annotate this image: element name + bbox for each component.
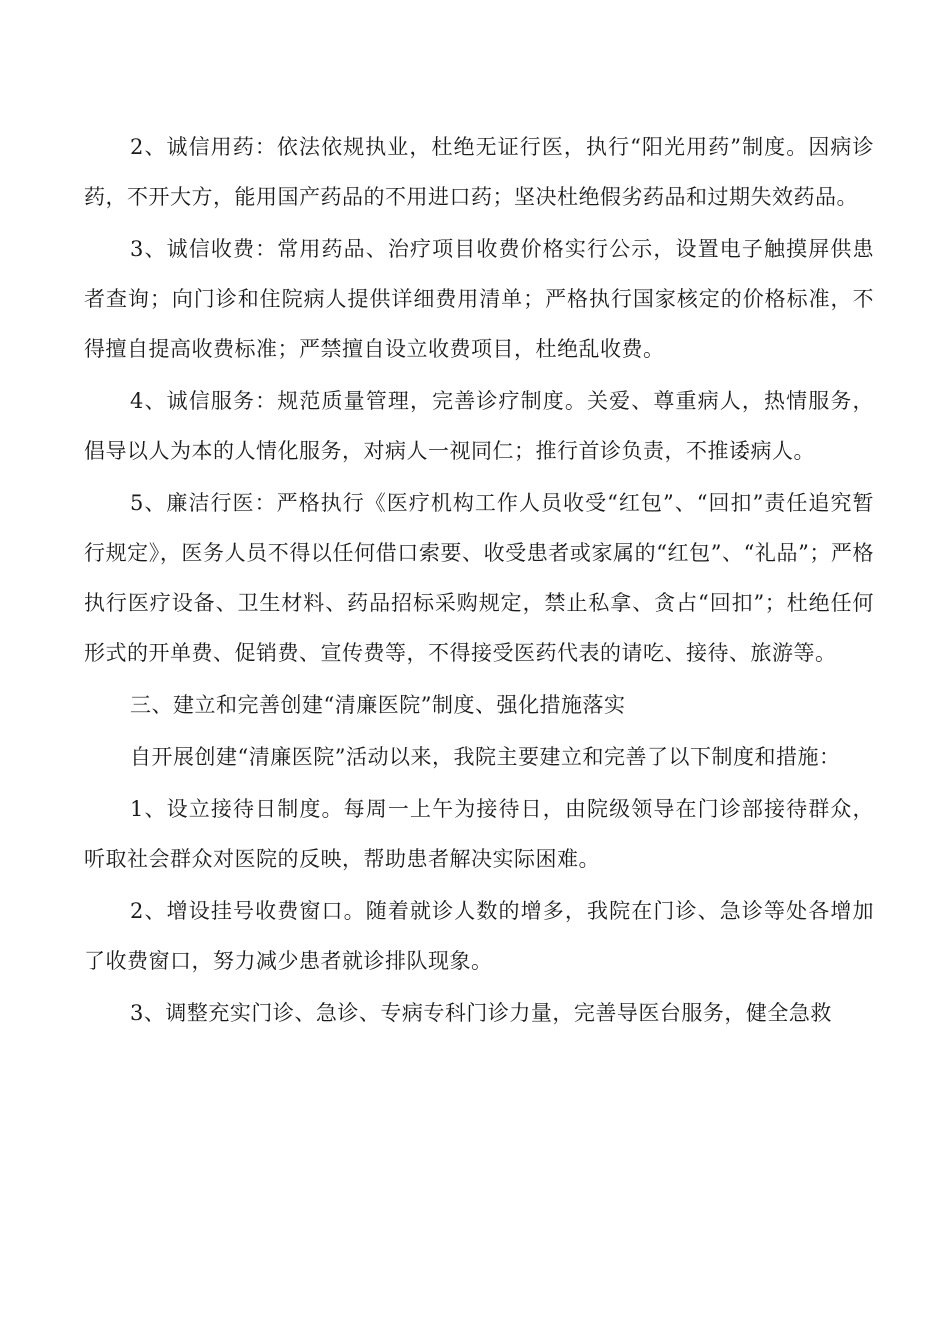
paragraph-honest-medication: 2、诚信用药：依法依规执业，杜绝无证行医，执行“阳光用药”制度。因病诊药，不开大方，能用国产药品的不用进口药；坚决杜绝假劣药品和过期失效药品。 [84,135,874,209]
section-heading-three: 三、建立和完善创建“清廉医院”制度、强化措施落实 [130,693,626,717]
paragraph-clean-practice: 5、廉洁行医：严格执行《医疗机构工作人员收受“红包”、“回扣”责任追究暂行规定》，医务人员不得以任何借口索要、收受患者或家属的“红包”、“礼品”；严格执行医疗设备、卫生材料、药品招标采购规定，禁止私拿、贪占“回扣”；杜绝任何形式的开单费、促销费、宣传费等，不得接受医药代表的请吃、接待、旅游等。 [84,491,874,665]
paragraph-clinic-staffing: 3、调整充实门诊、急诊、专病专科门诊力量，完善导医台服务，健全急救 [130,1001,832,1025]
paragraph-intro-measures: 自开展创建“清廉医院”活动以来，我院主要建立和完善了以下制度和措施： [130,745,841,769]
paragraph-honest-charging: 3、诚信收费：常用药品、治疗项目收费价格实行公示，设置电子触摸屏供患者查询；向门诊和住院病人提供详细费用清单；严格执行国家核定的价格标准，不得擅自提高收费标准；严禁擅自设立收费项目，杜绝乱收费。 [84,237,874,361]
paragraph-honest-service: 4、诚信服务：规范质量管理，完善诊疗制度。关爱、尊重病人，热情服务，倡导以人为本的人情化服务，对病人一视同仁；推行首诊负责，不推诿病人。 [84,389,874,463]
paragraph-reception-day: 1、设立接待日制度。每周一上午为接待日，由院级领导在门诊部接待群众，听取社会群众对医院的反映，帮助患者解决实际困难。 [84,797,874,871]
paragraph-payment-windows: 2、增设挂号收费窗口。随着就诊人数的增多，我院在门诊、急诊等处各增加了收费窗口，努力减少患者就诊排队现象。 [84,899,874,973]
document-body [84,122,874,1040]
